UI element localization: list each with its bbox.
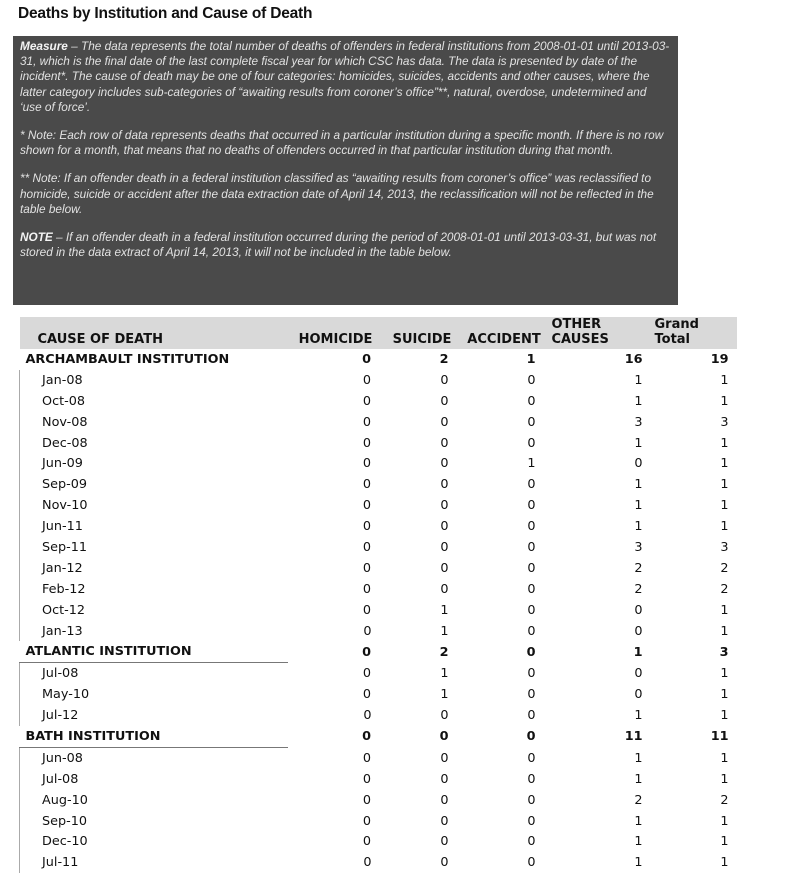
cell-other: 1: [634, 834, 643, 850]
cell-homicide: 0: [363, 708, 372, 724]
cell-total: 2: [720, 560, 729, 576]
cell-suicide: 1: [440, 602, 449, 618]
cell-other: 1: [634, 771, 643, 787]
cell-total: 1: [720, 834, 729, 850]
cell-accident: 0: [527, 708, 536, 724]
cell-total: 1: [720, 708, 729, 724]
cell-homicide: 0: [362, 435, 371, 451]
header-suicide: SUICIDE: [384, 317, 461, 349]
cell-accident: 0: [527, 602, 536, 618]
cell-homicide: 0: [363, 623, 372, 639]
cell-accident: 0: [526, 644, 536, 660]
month-label: Aug-10: [20, 790, 288, 811]
month-label: Nov-10: [20, 495, 288, 516]
cell-accident: 0: [527, 834, 536, 850]
cell-suicide: 0: [440, 855, 449, 871]
cell-other: 1: [634, 477, 643, 493]
cell-total: 1: [720, 813, 729, 829]
cell-homicide: 0: [362, 393, 371, 409]
cell-other: 16: [624, 351, 643, 367]
cell-homicide: 0: [362, 771, 371, 787]
cell-suicide: 0: [440, 498, 449, 514]
institution-name: ARCHAMBAULT INSTITUTION: [25, 351, 230, 367]
note-label: NOTE: [20, 230, 53, 245]
table-row: [20, 433, 737, 454]
cell-total: 1: [720, 372, 729, 388]
note-text: – If an offender death in a federal institution occurred during the period of 2008-01-01 until 2013-03-31, but was not stored in the data extract of April 14, 2013, it will not be included in the table below.: [20, 230, 657, 260]
cell-total: 3: [720, 414, 729, 430]
month-label: Jan-08: [20, 370, 288, 391]
cell-total: 1: [720, 602, 729, 618]
cell-suicide: 1: [440, 666, 449, 682]
cell-total: 1: [720, 498, 729, 514]
cell-other: 0: [634, 687, 643, 703]
cell-total: 11: [710, 729, 729, 745]
cell-homicide: 0: [362, 834, 371, 850]
header-cause-of-death: CAUSE OF DEATH: [20, 317, 288, 349]
cell-other: 1: [634, 750, 643, 766]
month-label: Dec-10: [20, 831, 288, 852]
cell-suicide: 0: [440, 750, 449, 766]
cell-accident: 0: [527, 687, 536, 703]
cell-total: 1: [720, 623, 729, 639]
cell-other: 1: [634, 498, 643, 514]
cell-homicide: 0: [362, 456, 371, 472]
cell-total: 1: [720, 687, 729, 703]
note-row-per-month: * Note: Each row of data represents deaths that occurred in a particular institution during a specific month. If there is no row shown for a month, that means that no deaths of offenders occurred in that particular institution during that month.: [20, 128, 664, 158]
month-label: Jul-12: [20, 705, 288, 726]
cell-homicide: 0: [362, 539, 371, 555]
table-row: [20, 621, 737, 642]
cell-suicide: 0: [440, 456, 449, 472]
table-row: [20, 537, 737, 558]
cell-accident: 0: [527, 771, 536, 787]
cell-total: 19: [710, 351, 729, 367]
cell-accident: 0: [527, 519, 536, 535]
cell-accident: 1: [527, 456, 536, 472]
cell-other: 2: [634, 792, 643, 808]
note-reclassification: ** Note: If an offender death in a federal institution classified as “awaiting results from coroner’s office” was reclassified to homicide, suicide or accident after the data extraction date of April 14, 2013, the reclassification will not be reflected in the table below.: [20, 171, 654, 216]
table-row: [20, 579, 737, 600]
institution-total-row: [20, 349, 737, 370]
cell-accident: 0: [527, 414, 536, 430]
header-total-line2: Total: [654, 332, 691, 347]
cell-other: 3: [634, 414, 643, 430]
cell-suicide: 0: [440, 581, 449, 597]
cell-homicide: 0: [362, 414, 371, 430]
cell-homicide: 0: [362, 602, 371, 618]
cell-other: 3: [634, 539, 643, 555]
cell-other: 1: [634, 708, 643, 724]
header-other-causes: [548, 317, 651, 349]
cell-total: 3: [719, 644, 729, 660]
cell-accident: 0: [527, 372, 536, 388]
table-row: [20, 600, 737, 621]
cell-other: 2: [634, 560, 643, 576]
cell-total: 2: [720, 792, 729, 808]
cell-total: 1: [720, 456, 729, 472]
cell-accident: 0: [527, 393, 536, 409]
cell-other: 1: [634, 519, 643, 535]
cell-homicide: 0: [362, 477, 371, 493]
table-row: [20, 852, 737, 873]
cell-suicide: 0: [440, 414, 449, 430]
table-row: [20, 474, 737, 495]
cell-homicide: 0: [362, 813, 371, 829]
cell-accident: 1: [526, 351, 536, 367]
table-row: [20, 747, 737, 768]
table-row: [20, 516, 737, 537]
cell-accident: 0: [526, 729, 536, 745]
cell-total: 1: [720, 750, 729, 766]
header-other-line2: CAUSES: [551, 332, 609, 347]
cell-suicide: 0: [440, 539, 449, 555]
cell-homicide: 0: [362, 498, 371, 514]
header-total-line1: Grand: [654, 317, 699, 332]
table-row: [20, 769, 737, 790]
month-label: Jun-09: [20, 453, 288, 474]
month-label: Feb-12: [20, 579, 288, 600]
month-label: Sep-09: [20, 474, 288, 495]
cell-suicide: 0: [440, 708, 449, 724]
cell-suicide: 1: [440, 687, 449, 703]
cell-total: 3: [720, 539, 729, 555]
table-row: [20, 495, 737, 516]
cell-homicide: 0: [362, 372, 371, 388]
cell-homicide: 0: [362, 560, 371, 576]
cell-homicide: 0: [362, 519, 371, 535]
measure-text: – The data represents the total number of deaths of offenders in federal institutions from 2008-01-01 until 2013-03-31, which is the final date of the last complete fiscal year for which CSC has data. The data is presented by date of the incident*. The cause of death may be one of four categories: homicides, suicides, accidents and other causes, where the latter category includes sub-categories of “awaiting results from coroner’s office”**, natural, overdose, undetermined and ‘use of force’.: [20, 39, 670, 114]
cell-homicide: 0: [362, 750, 371, 766]
cell-other: 0: [634, 623, 643, 639]
measure-description-box: [13, 36, 678, 305]
table-row: [20, 453, 737, 474]
table-row: [20, 790, 737, 811]
measure-paragraph: [20, 39, 671, 115]
cell-other: 0: [634, 666, 643, 682]
month-label: Oct-12: [20, 600, 288, 621]
month-label: Jan-12: [20, 558, 288, 579]
cell-homicide: 0: [362, 644, 371, 660]
month-label: Jun-11: [20, 516, 288, 537]
cell-homicide: 0: [363, 855, 372, 871]
cell-suicide: 0: [440, 519, 449, 535]
cell-other: 2: [634, 581, 643, 597]
cell-accident: 0: [527, 435, 536, 451]
institution-total-row: [20, 726, 737, 747]
month-label: Jul-11: [20, 852, 288, 873]
cell-total: 1: [720, 855, 729, 871]
cell-accident: 0: [527, 666, 536, 682]
table-row: [20, 831, 737, 852]
cell-suicide: 0: [440, 477, 449, 493]
month-label: Sep-10: [20, 811, 288, 832]
cell-suicide: 0: [440, 813, 449, 829]
table-row: [20, 705, 737, 726]
cell-other: 1: [633, 644, 643, 660]
table-row: [20, 663, 737, 684]
month-label: Jan-13: [20, 621, 288, 642]
cell-accident: 0: [527, 623, 536, 639]
cell-total: 1: [720, 771, 729, 787]
header-other-line1: OTHER: [551, 317, 602, 332]
cell-suicide: 2: [439, 644, 449, 660]
deaths-table: [19, 317, 737, 873]
cell-suicide: 0: [440, 771, 449, 787]
table-row: [20, 811, 737, 832]
header-grand-total: [651, 317, 737, 349]
cell-accident: 0: [527, 560, 536, 576]
cell-suicide: 0: [440, 560, 449, 576]
cell-total: 1: [720, 435, 729, 451]
cell-suicide: 0: [440, 435, 449, 451]
cell-total: 1: [720, 393, 729, 409]
month-label: Oct-08: [20, 391, 288, 412]
cell-accident: 0: [527, 581, 536, 597]
month-label: Jul-08: [20, 769, 288, 790]
table-header-row: [20, 317, 737, 349]
institution-name: BATH INSTITUTION: [20, 726, 288, 747]
month-label: Dec-08: [20, 433, 288, 454]
table-row: [20, 391, 737, 412]
note-data-extract: [20, 230, 671, 260]
table-row: [20, 370, 737, 391]
month-label: Jul-08: [20, 663, 288, 684]
cell-accident: 0: [527, 477, 536, 493]
institution-name: ATLANTIC INSTITUTION: [20, 641, 288, 662]
cell-homicide: 0: [362, 792, 371, 808]
cell-suicide: 0: [440, 834, 449, 850]
month-label: Sep-11: [20, 537, 288, 558]
cell-homicide: 0: [362, 581, 371, 597]
month-label: May-10: [20, 684, 288, 705]
cell-other: 1: [634, 435, 643, 451]
cell-accident: 0: [527, 855, 536, 871]
measure-label: Measure: [20, 39, 68, 53]
header-homicide: HOMICIDE: [288, 317, 384, 349]
cell-suicide: 0: [440, 393, 449, 409]
month-label: Jun-08: [20, 747, 288, 768]
cell-total: 1: [720, 519, 729, 535]
cell-other: 1: [634, 372, 643, 388]
cell-other: 1: [634, 813, 643, 829]
cell-other: 0: [634, 456, 643, 472]
cell-suicide: 0: [439, 729, 449, 745]
table-row: [20, 558, 737, 579]
cell-suicide: 1: [440, 623, 449, 639]
cell-other: 11: [624, 729, 643, 745]
cell-accident: 0: [527, 813, 536, 829]
cell-suicide: 0: [440, 372, 449, 388]
cell-accident: 0: [527, 498, 536, 514]
cell-other: 0: [634, 602, 643, 618]
cell-other: 1: [634, 393, 643, 409]
cell-accident: 0: [527, 792, 536, 808]
cell-homicide: 0: [362, 351, 371, 367]
table-row: [20, 412, 737, 433]
cell-accident: 0: [527, 750, 536, 766]
institution-total-row: [20, 641, 737, 662]
cell-homicide: 0: [362, 729, 371, 745]
table-row: [20, 684, 737, 705]
cell-suicide: 0: [440, 792, 449, 808]
cell-accident: 0: [527, 539, 536, 555]
cell-suicide: 2: [439, 351, 449, 367]
cell-homicide: 0: [362, 666, 371, 682]
table-body: [20, 349, 737, 873]
cell-total: 2: [720, 581, 729, 597]
header-accident: ACCIDENT: [461, 317, 548, 349]
page-title: Deaths by Institution and Cause of Death: [18, 5, 313, 22]
cell-homicide: 0: [362, 687, 371, 703]
month-label: Nov-08: [20, 412, 288, 433]
cell-total: 1: [720, 477, 729, 493]
cell-total: 1: [720, 666, 729, 682]
cell-other: 1: [634, 855, 643, 871]
